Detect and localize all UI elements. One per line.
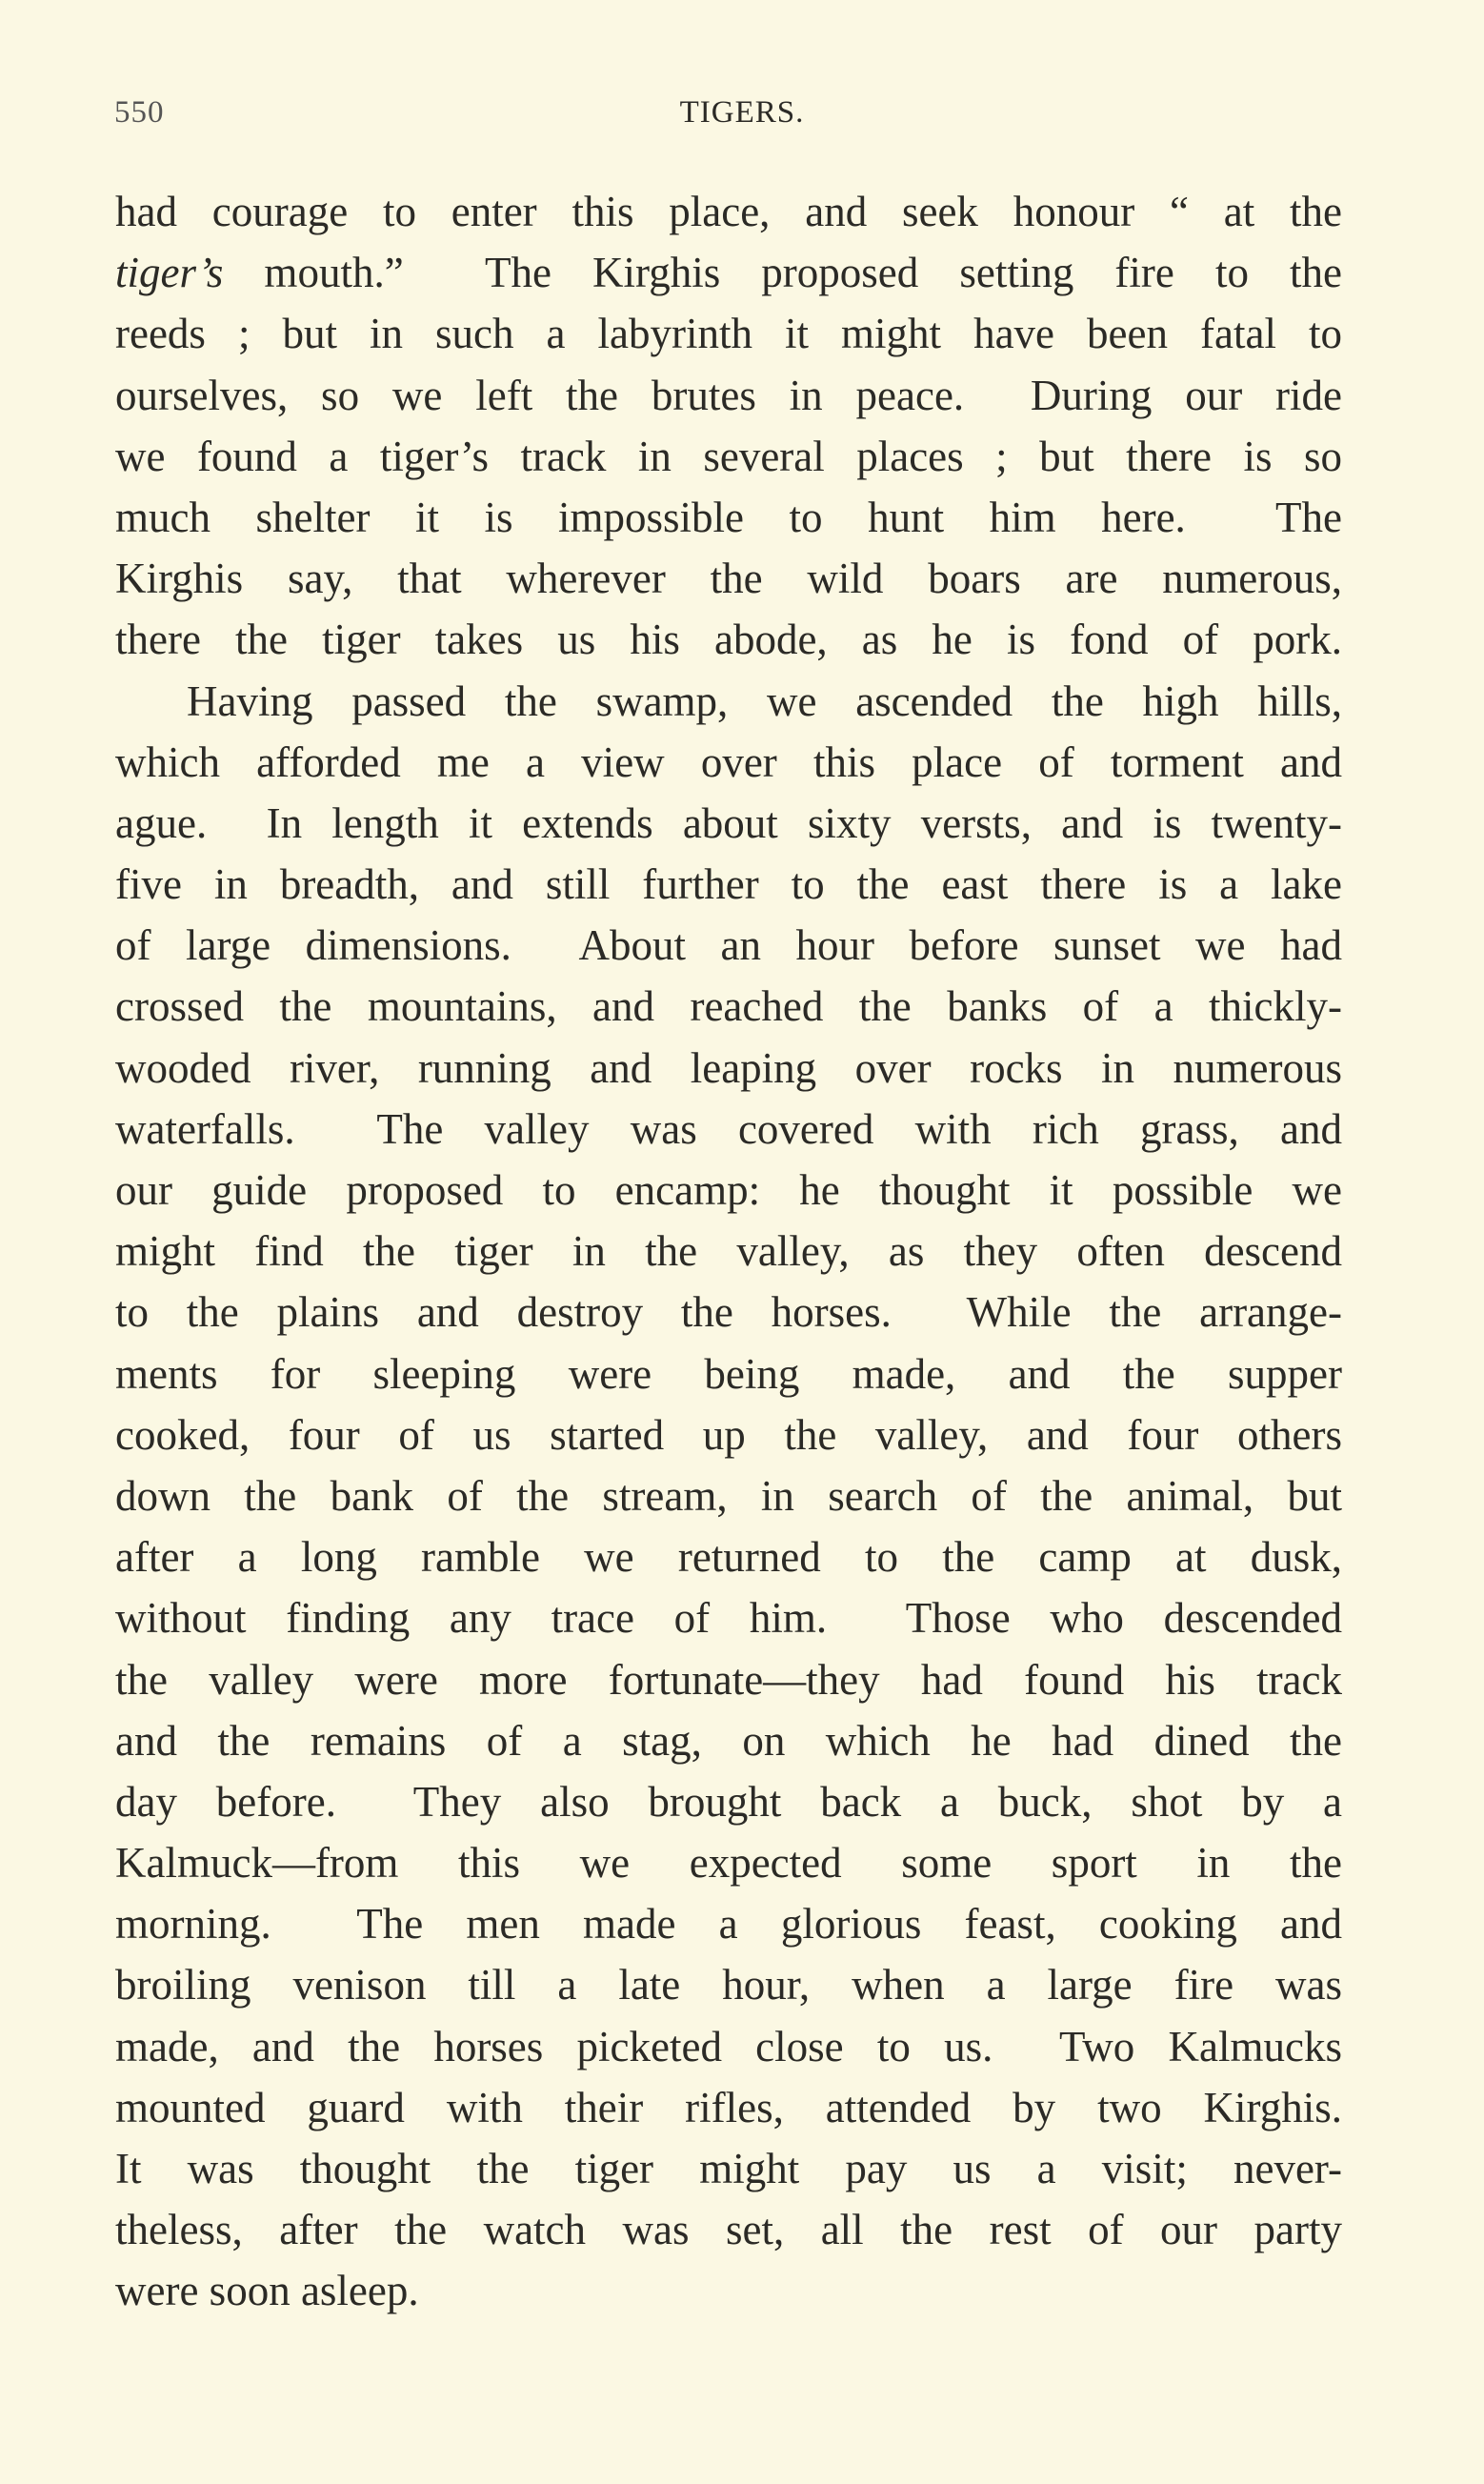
text-line [115, 1587, 1342, 1648]
line-text: wooded river, running and leaping over rocks in numerous [115, 1043, 1342, 1092]
line-text: down the bank of the stream, in search of the animal, but [115, 1471, 1342, 1520]
line-text: theless, after the watch was set, all the rest of our party [115, 2206, 1342, 2254]
line-text: and the remains of a stag, on which he had dined the [115, 1716, 1342, 1765]
text-line [115, 1404, 1342, 1465]
text-line [115, 1099, 1342, 1160]
text-line [115, 2199, 1342, 2260]
line-text: Kalmuck—from this we expected some sport in the [115, 1839, 1342, 1888]
line-text: ourselves, so we left the brutes in peace. During our ride [115, 371, 1342, 419]
text-line [115, 2260, 1342, 2321]
text-line [115, 1954, 1342, 2015]
line-text: were soon asleep. [115, 2267, 419, 2315]
text-line [115, 1221, 1342, 1282]
text-line [115, 671, 1342, 732]
line-text: much shelter it is impossible to hunt him here. The [115, 493, 1342, 541]
line-text: It was thought the tiger might pay us a visit; never- [115, 2145, 1342, 2192]
body-text [115, 181, 1342, 2322]
text-line [115, 1832, 1342, 1893]
line-text: to the plains and destroy the horses. While the arrange- [115, 1288, 1342, 1337]
line-text: without finding any trace of him. Those who descended [115, 1594, 1342, 1643]
page-number: 550 [114, 95, 165, 130]
text-line [115, 1771, 1342, 1832]
line-text: ments for sleeping were being made, and the supper [115, 1349, 1342, 1398]
text-line [115, 242, 1342, 303]
line-text: mouth.” The Kirghis proposed setting fire to the [223, 249, 1342, 297]
text-line [115, 1282, 1342, 1343]
text-line [115, 365, 1342, 426]
line-text: waterfalls. The valley was covered with rich grass, and [115, 1104, 1342, 1153]
text-line [115, 915, 1342, 976]
text-line [115, 1038, 1342, 1099]
text-line [115, 2077, 1342, 2138]
italic-text: tiger’s [115, 249, 224, 297]
line-text: which afforded me a view over this place of torment and [115, 737, 1342, 786]
line-text: Kirghis say, that wherever the wild boars are numerous, [115, 555, 1342, 603]
line-text: Having passed the swamp, we ascended the high hills, [187, 677, 1342, 725]
text-line [115, 1526, 1342, 1587]
line-text: ague. In length it extends about sixty versts, and is twenty- [115, 798, 1342, 847]
line-text: crossed the mountains, and reached the banks of a thickly- [115, 982, 1342, 1031]
text-line [115, 1343, 1342, 1404]
text-line [115, 976, 1342, 1037]
line-text: made, and the horses picketed close to us. Two Kalmucks [115, 2022, 1342, 2070]
line-text: we found a tiger’s track in several places ; but there is so [115, 432, 1342, 480]
line-text: broiling venison till a late hour, when a large fire was [115, 1961, 1342, 2009]
text-line [115, 1465, 1342, 1526]
text-line [115, 793, 1342, 854]
line-text: cooked, four of us started up the valley, and four others [115, 1410, 1342, 1459]
text-line [115, 2016, 1342, 2077]
line-text: mounted guard with their rifles, attended by two Kirghis. [115, 2083, 1342, 2131]
line-text: after a long ramble we returned to the camp at dusk, [115, 1533, 1342, 1582]
text-line [115, 1710, 1342, 1771]
running-title: TIGERS. [679, 95, 805, 130]
line-text: might find the tiger in the valley, as they often descend [115, 1227, 1342, 1276]
line-text: our guide proposed to encamp: he thought it possible we [115, 1166, 1342, 1214]
text-line [115, 426, 1342, 487]
text-line [115, 1160, 1342, 1221]
text-line [115, 2138, 1342, 2199]
text-line [115, 609, 1342, 670]
line-text: of large dimensions. About an hour before sunset we had [115, 921, 1342, 970]
text-line [115, 181, 1342, 242]
text-line [115, 487, 1342, 548]
text-line [115, 732, 1342, 793]
text-line [115, 548, 1342, 609]
text-line [115, 1893, 1342, 1954]
line-text: day before. They also brought back a buck, shot by a [115, 1777, 1342, 1826]
line-text: had courage to enter this place, and seek honour “ at the [115, 188, 1342, 235]
line-text: reeds ; but in such a labyrinth it might have been fatal to [115, 310, 1342, 358]
line-text: there the tiger takes us his abode, as he is fond of pork. [115, 616, 1342, 664]
line-text: morning. The men made a glorious feast, cooking and [115, 1900, 1342, 1949]
text-line [115, 303, 1342, 364]
text-line [115, 854, 1342, 915]
text-line [115, 1649, 1342, 1710]
line-text: five in breadth, and still further to the east there is a lake [115, 860, 1342, 909]
line-text: the valley were more fortunate—they had found his track [115, 1655, 1342, 1704]
